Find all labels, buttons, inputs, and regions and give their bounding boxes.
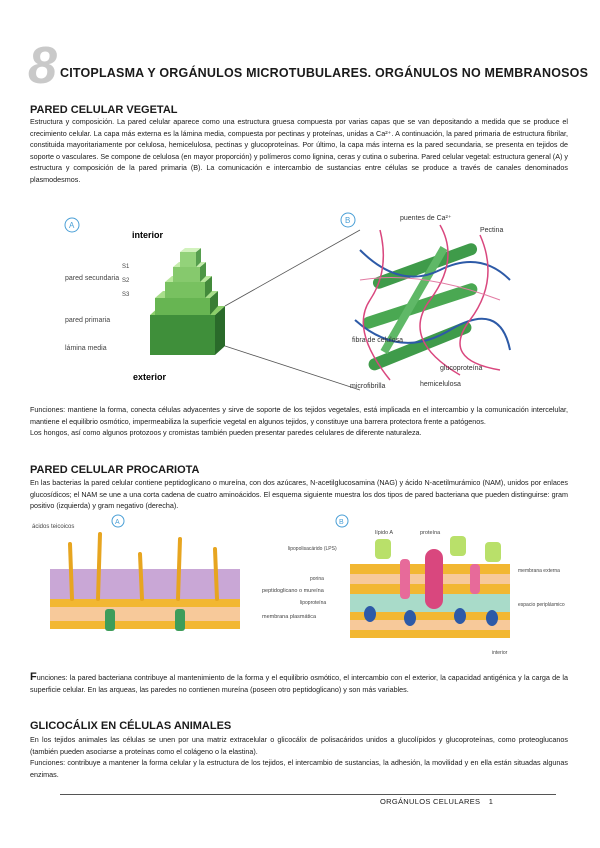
section2-paragraph <box>30 477 568 512</box>
chapter-title: CITOPLASMA Y ORGÁNULOS MICROTUBULARES. ORGÁNULOS NO MEMBRANOSOS <box>60 66 589 80</box>
section3-block <box>30 734 568 780</box>
label-acidos-teicoicos: ácidos teicoicos <box>32 524 75 530</box>
label-porina: porina <box>310 576 324 582</box>
label-peptidoglicano: peptidoglicano o mureína <box>262 588 324 594</box>
gp-peptidoglycan <box>50 569 240 599</box>
label-microfibrilla: microfibrilla <box>350 383 386 390</box>
panel-b-letter-2: B <box>339 519 344 526</box>
label-fibra: fibra de celulosa <box>352 337 403 344</box>
label-espacio-periplasmico: espacio periplásmico <box>518 602 565 608</box>
section1-functions-block <box>30 404 568 439</box>
section-title-pared-procariota: PARED CELULAR PROCARIOTA <box>30 464 200 476</box>
panel-a-letter-2: A <box>115 519 120 526</box>
footer-rule <box>60 794 556 795</box>
label-s1: S1 <box>122 264 130 270</box>
section3-text: En los tejidos animales las células se unen por una matriz extracelular o glicocálix de polisacáridos unidos a glucolípidos y glucoproteínas, como proteoglucanos (también pueden asociarse a proteínas como el colágeno o la elastina). <box>30 735 568 756</box>
label-lipoproteina: lipoproteína <box>300 600 327 606</box>
label-proteina: proteína <box>420 530 441 536</box>
wall-layers-block <box>150 248 225 355</box>
section-title-glicocalix: GLICOCÁLIX EN CÉLULAS ANIMALES <box>30 720 232 732</box>
functions-dropcap: F <box>30 671 37 683</box>
section-title-pared-vegetal: PARED CELULAR VEGETAL <box>30 104 178 116</box>
label-pectina: Pectina <box>480 227 504 234</box>
label-lamina-media: lámina media <box>65 345 107 352</box>
section1-paragraph <box>30 116 568 186</box>
footer-text: ORGÁNULOS CELULARES <box>380 797 481 806</box>
page-number: 1 <box>488 797 494 806</box>
label-lipopolisacarido: lipopolisacárido (LPS) <box>288 546 337 552</box>
section1-note: Los hongos, así como algunos protozoos y cromistas también pueden presentar paredes celulares de diferente naturaleza. <box>30 428 422 438</box>
label-exterior: exterior <box>133 372 167 382</box>
panel-b-letter: B <box>345 216 351 225</box>
label-puentes: puentes de Ca²⁺ <box>400 215 452 222</box>
section1-text: Estructura y composición. La pared celular aparece como una estructura gruesa compuesta por varias capas que se van depositando a medida que se produce el crecimiento celular. La capa más externa es la lámina media, compuesta por pectinas y proteínas, unidas a Ca²⁺. A continuación, la pared primaria de estructura fibrilar, constituida mayoritariamente por celulosa, hemicelulosa, pectinas y glucoproteínas. Por último, la capa más interna es la pared secundaria, se presenta en tejidos de soporte o vasculares. Se compone de celulosa (en mayor proporción) y polímeros como lignina, ceras y cutina o suberina. Pared celular vegetal: estructura general (A) y estructura y composición de la pared primaria (B). La comunicación e intercambio de sustancias entre células se produce a través de canales denominados plasmodesmos. <box>30 117 568 184</box>
section1-functions: Funciones: mantiene la forma, conecta células adyacentes y sirve de soporte de los tejidos vegetales, está implicada en el intercambio y la comunicación intercelular, mantiene el equilibrio osmótico, impermeabiliza la superficie vegetal en algunos tejidos, y constituye una barrera protectora frente a patógenos. <box>30 405 568 426</box>
section2-text: En las bacterias la pared celular contiene peptidoglicano o mureína, con dos azúcares, N-acetilglucosamina (NAG) y ácido N-acetilmurámico (NAM), unidos por enlaces glucosídicos; el NAM se une a una corta cadena de cuatro aminoácidos. El esquema siguiente muestra los dos tipos de pared bacteriana que pueden distinguirse: gram positivo (izquierda) y gram negativo (derecha). <box>30 478 568 511</box>
label-lipido-a: lípido A <box>375 530 394 536</box>
bacterial-wall-figure <box>30 514 570 664</box>
label-pared-primaria: pared primaria <box>65 317 111 324</box>
chapter-number: 8 <box>28 37 57 95</box>
label-s2: S2 <box>122 278 130 284</box>
section3-functions: Funciones: contribuye a mantener la forma celular y la estructura de los tejidos, el intercambio de sustancias, la adhesión, la movilidad y en ella están situadas algunas enzimas. <box>30 758 568 779</box>
label-interior-2: interior <box>492 650 508 656</box>
label-s3: S3 <box>122 292 130 298</box>
label-interior: interior <box>132 230 164 240</box>
label-pared-secundaria: pared secundaria <box>65 275 120 282</box>
label-membrana-externa: membrana externa <box>518 568 560 574</box>
label-hemicelulosa: hemicelulosa <box>420 381 461 388</box>
cellulose-fibers <box>355 225 510 380</box>
section2-functions: unciones: la pared bacteriana contribuye al mantenimiento de la forma y el equilibrio osmótico, el intercambio con el exterior, la capacidad antigénica y la carga de la superficie celular. En las arqueas, las paredes no contienen mureína (poseen otro peptidoglicano) y son más variables. <box>30 673 568 694</box>
panel-a-letter: A <box>69 221 75 230</box>
section2-functions-block <box>30 672 568 695</box>
footer <box>380 797 493 806</box>
label-membrana-plasmatica: membrana plasmática <box>262 614 317 620</box>
label-glucoproteina: glucoproteína <box>440 365 483 372</box>
plant-cell-wall-figure <box>60 210 520 400</box>
